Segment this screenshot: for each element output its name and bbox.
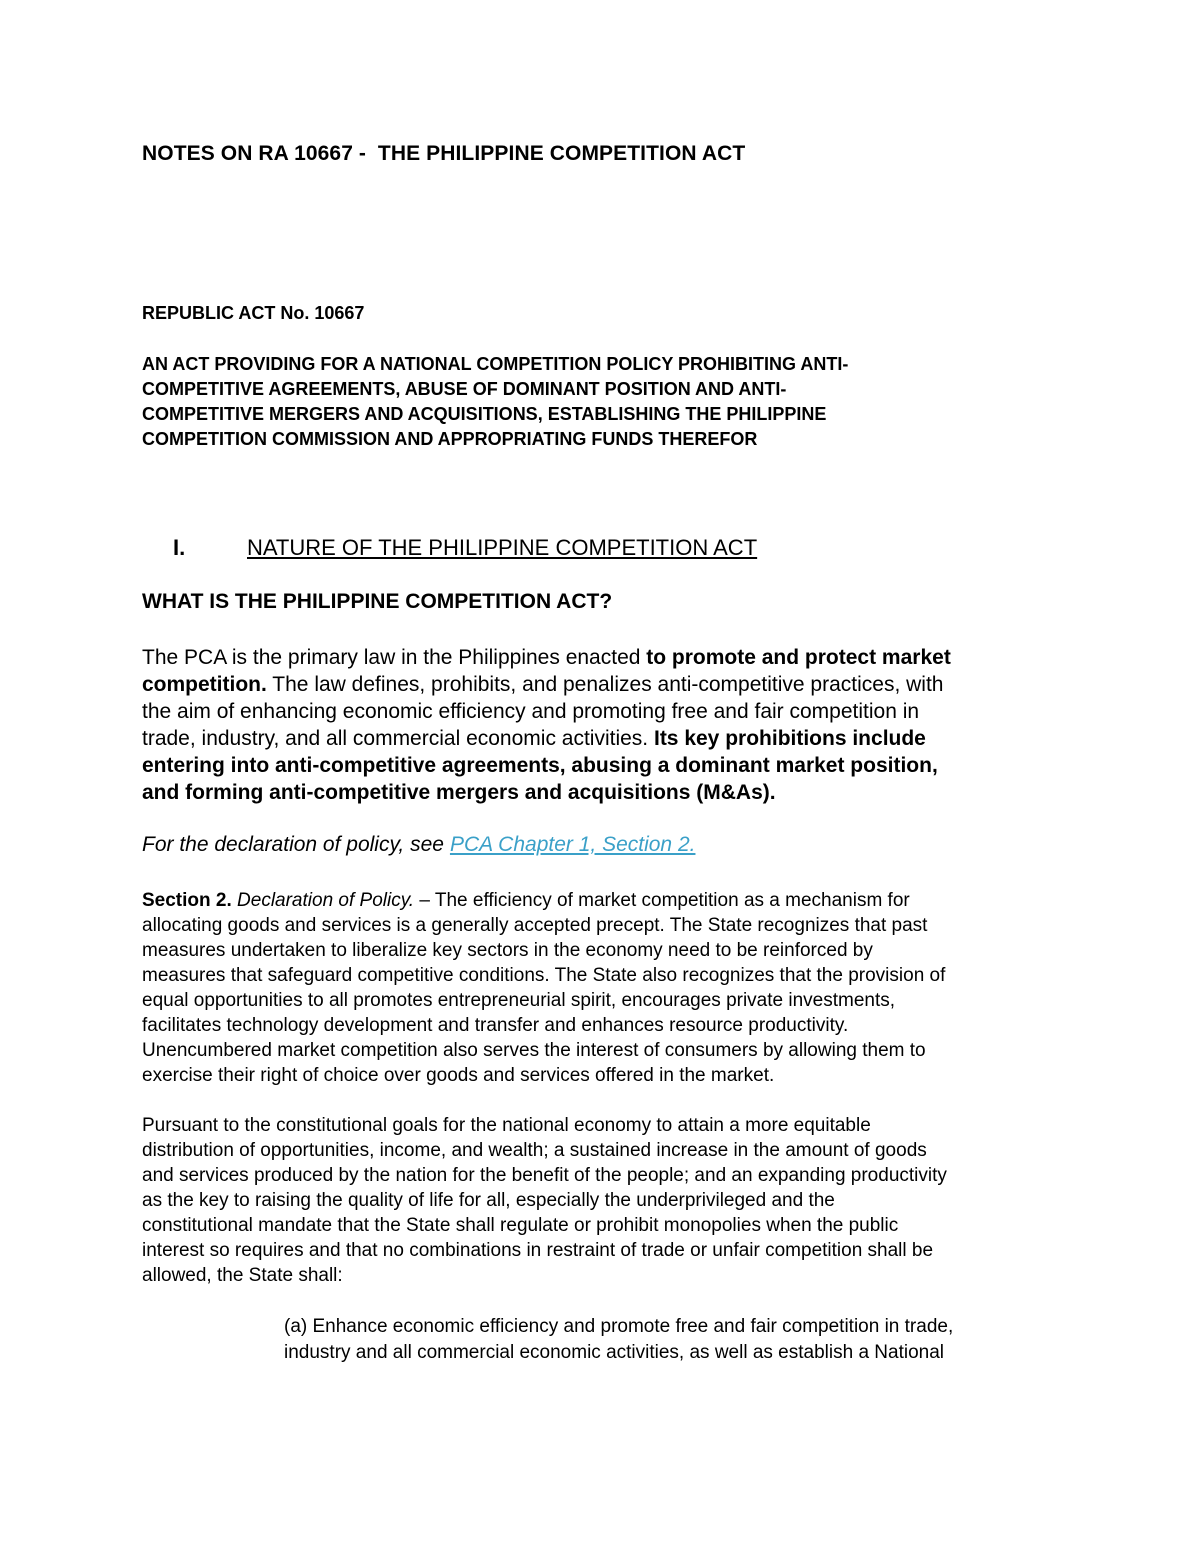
see-also-text: For the declaration of policy, see (142, 833, 444, 856)
policy-text: – The efficiency of market competition as a mechanism for (414, 890, 910, 911)
act-title-line: COMPETITION COMMISSION AND APPROPRIATING FUNDS THEREFOR (142, 429, 758, 449)
intro-text: The PCA is the primary law in the Philippines enacted (142, 646, 647, 669)
pursuant-line: and services produced by the nation for the benefit of the people; and an expanding productivity (142, 1165, 947, 1186)
section-heading (173, 535, 757, 561)
intro-text: trade, industry, and all commercial economic activities. (142, 727, 654, 750)
policy-line: facilitates technology development and transfer and enhances resource productivity. (142, 1015, 849, 1036)
policy-line (142, 888, 1072, 913)
pursuant-line: distribution of opportunities, income, and wealth; a sustained increase in the amount of goods (142, 1140, 927, 1161)
document-title: NOTES ON RA 10667 - THE PHILIPPINE COMPETITION ACT (142, 142, 746, 165)
policy-line: equal opportunities to all promotes entrepreneurial spirit, encourages private investments, (142, 990, 896, 1011)
section-subtitle: Declaration of Policy. (237, 890, 415, 911)
policy-line: measures undertaken to liberalize key sectors in the economy need to be reinforced by (142, 940, 873, 961)
intro-line (142, 725, 1062, 752)
intro-line (142, 752, 1062, 779)
list-item-line: industry and all commercial economic activities, as well as establish a National (284, 1342, 945, 1363)
intro-bold-text: competition. (142, 673, 267, 696)
pursuant-line: constitutional mandate that the State shall regulate or prohibit monopolies when the public (142, 1215, 899, 1236)
intro-bold-text: entering into anti-competitive agreements, abusing a dominant market position, (142, 754, 938, 777)
section-number: I. (173, 535, 186, 560)
act-title (142, 352, 1022, 452)
intro-line (142, 671, 1062, 698)
intro-bold-text: Its key prohibitions include (653, 727, 926, 750)
intro-text: The law defines, prohibits, and penalizes anti-competitive practices, with (266, 673, 944, 696)
act-title-line: AN ACT PROVIDING FOR A NATIONAL COMPETITION POLICY PROHIBITING ANTI- (142, 354, 849, 374)
pursuant-line: allowed, the State shall: (142, 1265, 343, 1286)
intro-line (142, 644, 1062, 671)
intro-bold-text: and forming anti-competitive mergers and acquisitions (M&As). (142, 781, 776, 804)
intro-paragraph (142, 644, 1062, 806)
act-title-line: COMPETITIVE MERGERS AND ACQUISITIONS, ESTABLISHING THE PHILIPPINE (142, 404, 827, 424)
policy-line: Unencumbered market competition also serves the interest of consumers by allowing them to (142, 1040, 926, 1061)
list-item-a (284, 1314, 1074, 1366)
see-also-line (142, 833, 695, 857)
republic-act-number: REPUBLIC ACT No. 10667 (142, 303, 365, 323)
pca-chapter-link[interactable]: PCA Chapter 1, Section 2. (449, 833, 696, 856)
policy-line: measures that safeguard competitive conditions. The State also recognizes that the provision of (142, 965, 946, 986)
question-heading: WHAT IS THE PHILIPPINE COMPETITION ACT? (142, 590, 613, 613)
policy-line: exercise their right of choice over goods and services offered in the market. (142, 1065, 775, 1086)
intro-bold-text: to promote and protect market (646, 646, 951, 669)
section-title: NATURE OF THE PHILIPPINE COMPETITION ACT (247, 535, 758, 560)
pursuant-line: Pursuant to the constitutional goals for the national economy to attain a more equitable (142, 1115, 871, 1136)
declaration-of-policy-paragraph (142, 888, 1072, 1088)
pursuant-line: interest so requires and that no combinations in restraint of trade or unfair competition shall be (142, 1240, 934, 1261)
act-title-line: COMPETITIVE AGREEMENTS, ABUSE OF DOMINANT POSITION AND ANTI- (142, 379, 787, 399)
pursuant-paragraph (142, 1113, 1072, 1288)
pursuant-line: as the key to raising the quality of life for all, especially the underprivileged and the (142, 1190, 835, 1211)
intro-line (142, 779, 1062, 806)
section-label: Section 2. (142, 890, 232, 911)
list-item-line: (a) Enhance economic efficiency and promote free and fair competition in trade, (284, 1316, 954, 1337)
policy-line: allocating goods and services is a generally accepted precept. The State recognizes that past (142, 915, 928, 936)
intro-line: the aim of enhancing economic efficiency and promoting free and fair competition in (142, 700, 920, 723)
